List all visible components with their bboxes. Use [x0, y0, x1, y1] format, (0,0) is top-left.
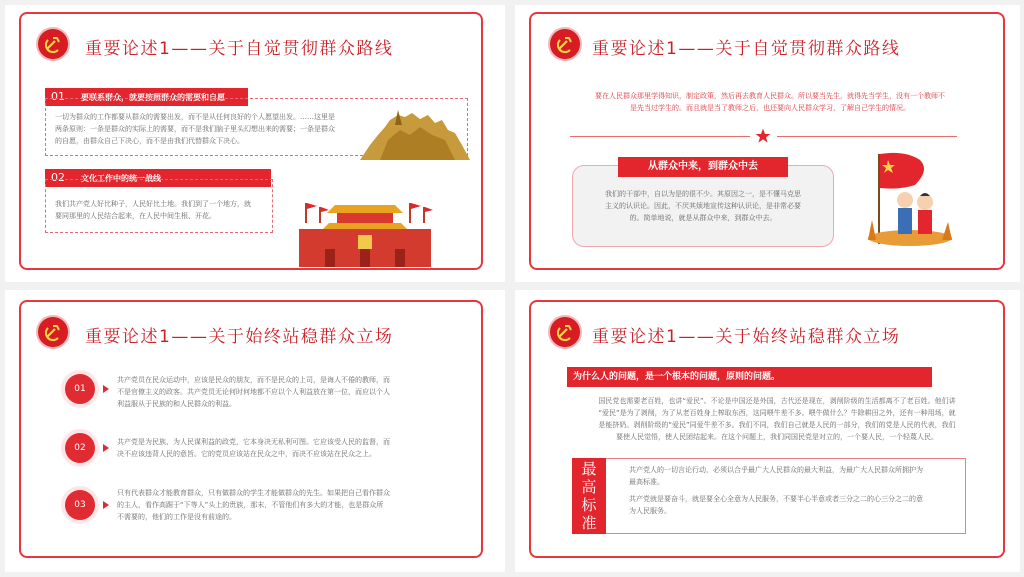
slide-4-box-line: 共产党人的一切言论行动，必须以合乎最广大人民群众的最大利益，为最广大人民群众所拥护为 [629, 466, 923, 474]
slide-4-label-char: 准 [581, 514, 597, 532]
slide-2-quote-text [585, 188, 821, 224]
item-num-01: 01 [65, 374, 95, 404]
item-1-line: 两条原则：一条是群众的实际上的需要，而不是我们脑子里头幻想出来的需要；一条是群众 [55, 125, 335, 133]
item-num-03: 03 [65, 490, 95, 520]
arrow-right-icon [103, 501, 109, 509]
slide-4-box-line: 为人民服务。 [629, 507, 671, 515]
slide-4-para-line: 是能挤奶。剥削阶级的“爱民”同爱牛差不多。我们不同，我们自己就是人民的一部分，我们的党是人民的代表，我们 [598, 421, 956, 429]
item-2-heading: 文化工作中的统一战线 [81, 174, 161, 183]
arrow-right-icon [103, 444, 109, 452]
slide-4-box-line: 最高标准。 [629, 478, 664, 486]
slide-2-divider-right [777, 136, 957, 137]
slide-2-title: 重要论述1——关于自觉贯彻群众路线 [592, 39, 901, 59]
slide-3-line: 共产党员在民众运动中，应该是民众的朋友，而不是民众的上司，是诲人不倦的教师，而 [117, 376, 390, 384]
slide-4-paragraph [567, 395, 987, 443]
slide-4-label-char: 最 [581, 460, 597, 478]
slide-2-banner-text: 从群众中来，到群众中去 [648, 161, 758, 172]
slide-4-banner [567, 367, 932, 387]
item-2-text [55, 198, 270, 222]
slide-2[interactable] [515, 5, 1020, 282]
item-2-num: 02 [51, 171, 65, 184]
item-1-text [55, 111, 365, 147]
slide-2-intro-line: 是先当过学生的。而且就是当了教师之后，也还要向人民群众学习，了解自己学生的情况。 [630, 104, 910, 112]
slide-2-quote-line: 我们的干部中，自以为是的很不少。其原因之一，是不懂马克思 [605, 190, 801, 198]
slide-3-item-1-text [117, 374, 457, 410]
hammer-sickle-icon [36, 27, 70, 61]
slide-4-label [572, 460, 606, 532]
monument-sculpture-icon [360, 105, 470, 160]
slide-3[interactable] [5, 290, 505, 572]
item-2-line: 要同那里的人民结合起来，在人民中间生根、开花。 [55, 212, 216, 220]
tiananmen-icon [295, 193, 435, 267]
hammer-sickle-icon [36, 315, 70, 349]
slide-4-para-line: 要使人民觉悟，使人民团结起来。在这个问题上，我们同国民党是对立的，一个要人民，一个轻蔑人民。 [616, 433, 938, 441]
slide-2-intro [560, 90, 980, 114]
hammer-sickle-icon [548, 27, 582, 61]
star-icon [755, 128, 771, 144]
slide-2-quote-line: 主义的认识论。因此，不厌其烦地宣传这种认识论，是非常必要 [605, 202, 801, 210]
item-1-num: 01 [51, 90, 65, 103]
slide-3-line: 决不应该违背人民的意旨。它的党员应该站在民众之中，而决不应该站在民众之上。 [117, 450, 376, 458]
slide-1[interactable] [5, 5, 505, 282]
slide-4-para-line: “爱民”是为了剥削，为了从老百姓身上榨取东西，这同喂牛差不多。喂牛做什么？牛除耕田之外，还有一种用场，就 [598, 409, 956, 417]
arrow-right-icon [103, 385, 109, 393]
slide-2-quote-line: 的。简单地说，就是从群众中来，到群众中去。 [629, 214, 777, 222]
slide-2-intro-line: 要在人民群众那里学得知识，制定政策，然后再去教育人民群众。所以要当先生，就得先当学生，没有一个教师不 [595, 92, 945, 100]
slide-3-line: 不是官僚主义的政客。共产党员无论何时何地都不应以个人利益放在第一位，而应以个人 [117, 388, 390, 396]
slide-3-item-3-text [117, 487, 457, 523]
slide-4-banner-text: 为什么人的问题，是一个根本的问题，原则的问题。 [573, 372, 781, 382]
slide-3-line: 只有代表群众才能教育群众，只有做群众的学生才能做群众的先生。如果把自己看作群众 [117, 489, 390, 497]
slide-4-para-line: 国民党也需要老百姓，也讲“爱民”。不论是中国还是外国，古代还是现在，剥削阶级的生活都离不了老百姓。他们讲 [598, 397, 956, 405]
slide-2-divider-left [570, 136, 750, 137]
slide-4[interactable] [515, 290, 1020, 572]
slide-4-standard-text [629, 464, 959, 517]
slide-3-line: 不需要的，他们的工作是没有前途的。 [117, 513, 236, 521]
slide-3-item-2-text [117, 436, 457, 460]
item-1-line: 一切为群众的工作都要从群众的需要出发，而不是从任何良好的个人愿望出发。……这里是 [55, 113, 335, 121]
slide-4-title: 重要论述1——关于始终站稳群众立场 [592, 327, 901, 347]
slide-3-line: 的主人，看作高踞于“下等人”头上的贵族，那末，不管他们有多大的才能，也是群众所 [117, 501, 384, 509]
flag-people-illustration [860, 150, 960, 248]
slide-4-label-char: 标 [581, 496, 597, 514]
item-1-heading: 要联系群众，就要按照群众的需要和自愿 [81, 93, 225, 102]
slide-1-title: 重要论述1——关于自觉贯彻群众路线 [85, 39, 394, 59]
slide-3-line: 共产党是为民族、为人民谋利益的政党，它本身决无私利可图。它应该受人民的监督，而 [117, 438, 390, 446]
slide-3-line: 利益服从于民族的和人民群众的利益。 [117, 400, 236, 408]
item-1-line: 的自愿，由群众自己下决心，而不是由我们代替群众下决心。 [55, 137, 244, 145]
hammer-sickle-icon [548, 315, 582, 349]
item-2-line: 我们共产党人好比种子，人民好比土地。我们到了一个地方，就 [55, 200, 251, 208]
slide-4-label-char: 高 [581, 478, 597, 496]
slide-4-box-line: 共产党就是要奋斗，就是要全心全意为人民服务，不要半心半意或者三分之二的心三分之二的意 [629, 495, 923, 503]
slide-3-title: 重要论述1——关于始终站稳群众立场 [85, 327, 394, 347]
item-num-02: 02 [65, 433, 95, 463]
slide-2-banner [618, 157, 788, 177]
